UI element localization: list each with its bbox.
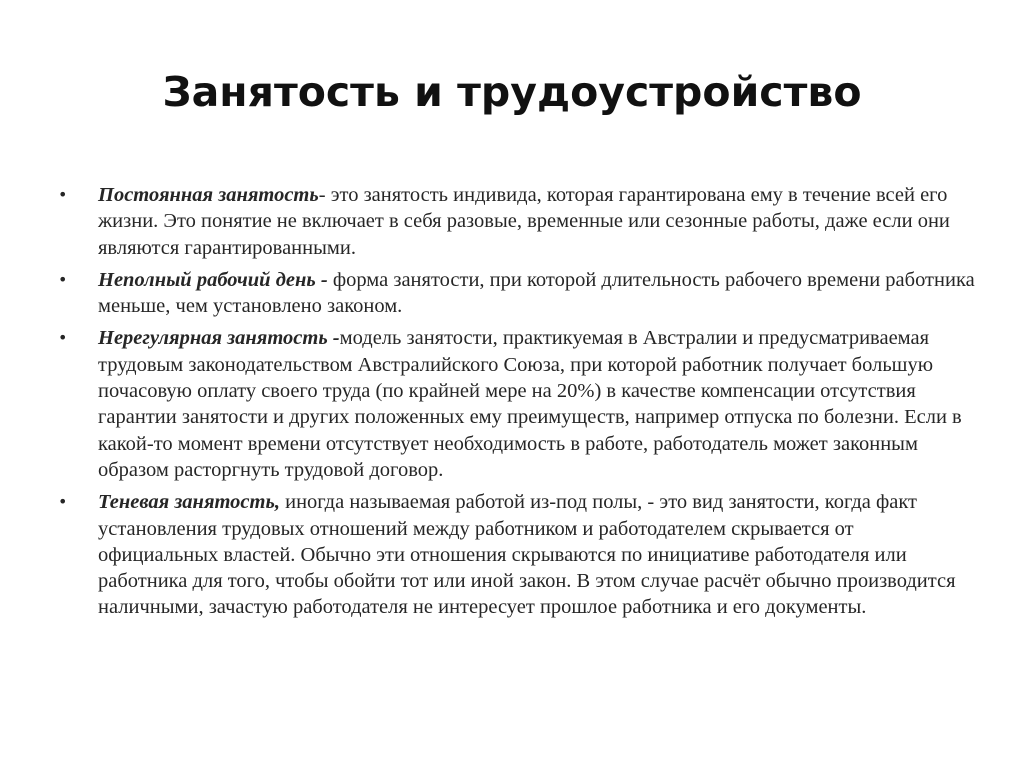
bullet-item-shadow-employment — [58, 489, 978, 620]
bullet-dot-icon: • — [58, 269, 68, 289]
bullet-text: иногда называемая работой из-под полы, - это вид занятости, когда факт установления трудовых отношений между работником и работодателем скрывается от официальных властей. Обычно эти отношения скрываются по инициативе работодателя или работника для того, чтобы обойти тот или иной закон. В этом случае расчёт обычно производится наличными, зачастую работодателя не интересует прошлое работника и его документы. — [98, 491, 956, 619]
slide-title: Занятость и трудоустройство — [162, 68, 862, 116]
bullet-item-casual-employment — [58, 325, 978, 483]
bullet-item-permanent-employment — [58, 182, 978, 261]
bullet-dot-icon: • — [58, 185, 68, 204]
bullet-term: Неполный рабочий день - — [98, 268, 328, 291]
bullet-item-part-time — [58, 267, 978, 320]
bullet-term: Теневая занятость, — [98, 491, 280, 514]
bullet-text: форма занятости, при которой длительность рабочего времени работника меньше, чем установлено законом. — [98, 268, 975, 318]
bullet-term: Нерегулярная занятость - — [98, 327, 340, 350]
bullet-dot-icon: • — [58, 328, 68, 348]
bullet-term: Постоянная занятость — [98, 184, 319, 206]
bullet-text: модель занятости, практикуемая в Австралии и предусматриваемая трудовым законодательством Австралийского Союза, при которой работник получает большую почасовую оплату своего труда (по крайней мере на 20%) в качестве компенсации отсутствия гарантии занятости и других положенных ему преимуществ, например отпуска по болезни. Если в какой-то момент времени отсутствует необходимость в работе, работодатель может законным образом расторгнуть трудовой договор. — [98, 327, 962, 481]
bullet-text: - это занятость индивида, которая гарантирована ему в течение всей его жизни. Это понятие не включает в себя разовые, временные или сезонные работы, даже если они являются гарантированными. — [98, 184, 950, 259]
bullet-list — [58, 182, 978, 627]
bullet-dot-icon: • — [58, 492, 68, 512]
